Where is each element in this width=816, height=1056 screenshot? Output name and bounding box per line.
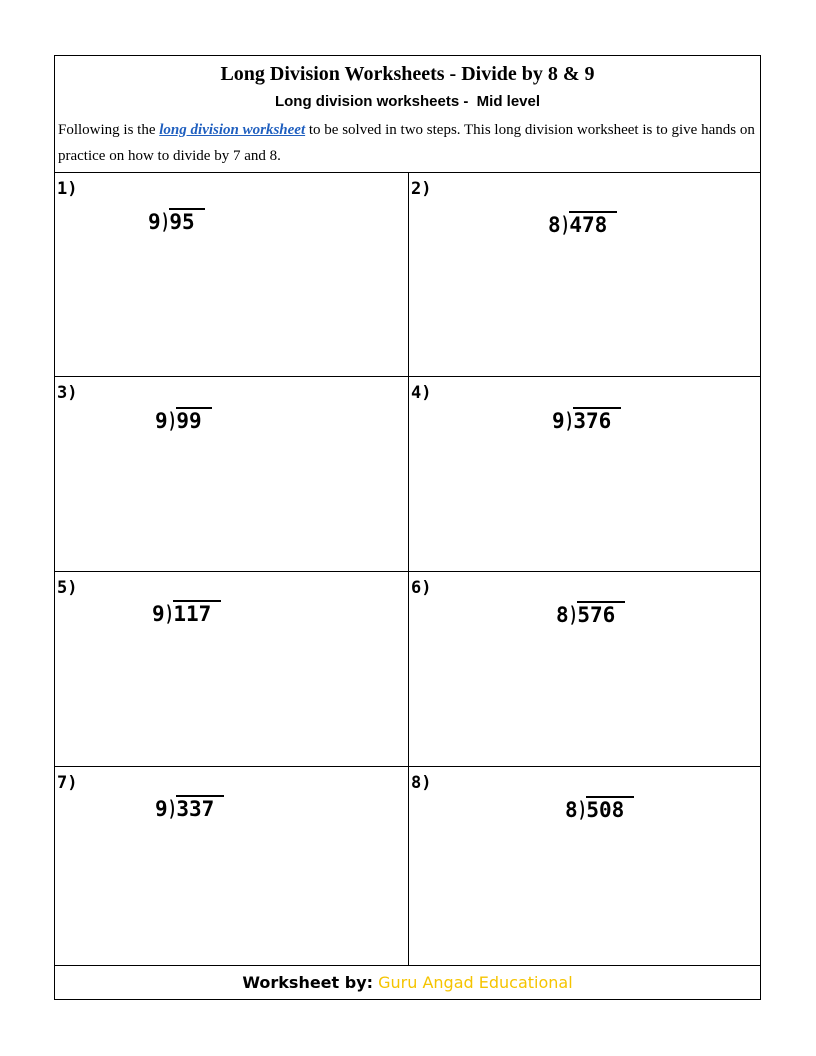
dividend: 337 [176, 795, 224, 821]
divisor: 9 [152, 602, 165, 626]
division-bracket: ) [560, 213, 570, 237]
problem-cell [409, 572, 762, 766]
page-title: Long Division Worksheets - Divide by 8 & 9 [220, 63, 595, 85]
dividend: 95 [169, 208, 204, 234]
long-division-worksheet-link[interactable]: long division worksheet [159, 122, 306, 138]
footer-organization: Guru Angad Educational [378, 973, 573, 992]
problem-number: 5) [57, 578, 78, 598]
division-problem [565, 796, 634, 822]
problem-cell [55, 572, 408, 766]
dividend: 508 [586, 796, 634, 822]
dividend: 376 [573, 407, 621, 433]
divisor: 9 [155, 409, 168, 433]
problem-number: 4) [411, 383, 432, 403]
division-bracket: ) [577, 798, 587, 822]
problem-number: 7) [57, 773, 78, 793]
worksheet-footer [55, 965, 760, 999]
division-problem [152, 600, 221, 626]
dividend: 117 [173, 600, 221, 626]
problem-cell [409, 377, 762, 571]
problem-number: 1) [57, 179, 78, 199]
problem-number: 8) [411, 773, 432, 793]
divisor: 8 [548, 213, 561, 237]
division-bracket: ) [160, 210, 170, 234]
division-problem [155, 407, 212, 433]
problem-cell [55, 767, 408, 965]
intro-after: to be solved in two steps. This long division worksheet is to give hands on practice on how to divide by 7 and 8. [58, 122, 755, 164]
problem-cell [55, 173, 408, 376]
dividend: 478 [569, 211, 617, 237]
division-bracket: ) [564, 409, 574, 433]
division-problem [556, 601, 625, 627]
intro-text [58, 117, 758, 169]
division-bracket: ) [167, 797, 177, 821]
intro-before: Following is the [58, 122, 160, 138]
problem-number: 3) [57, 383, 78, 403]
problem-cell [55, 377, 408, 571]
divisor: 9 [155, 797, 168, 821]
division-problem [548, 211, 617, 237]
divisor: 8 [556, 603, 569, 627]
problem-number: 2) [411, 179, 432, 199]
dividend: 576 [577, 601, 625, 627]
division-problem [552, 407, 621, 433]
page-subtitle: Long division worksheets - Mid level [274, 93, 541, 110]
division-bracket: ) [568, 603, 578, 627]
worksheet [54, 55, 761, 1000]
division-problem [148, 208, 205, 234]
worksheet-header [55, 56, 760, 173]
dividend: 99 [176, 407, 211, 433]
division-problem [155, 795, 224, 821]
problem-cell [409, 173, 762, 376]
divisor: 9 [552, 409, 565, 433]
problem-number: 6) [411, 578, 432, 598]
problem-cell [409, 767, 762, 965]
divisor: 8 [565, 798, 578, 822]
division-bracket: ) [167, 409, 177, 433]
divisor: 9 [148, 210, 161, 234]
footer-label: Worksheet by: [242, 973, 374, 992]
division-bracket: ) [164, 602, 174, 626]
